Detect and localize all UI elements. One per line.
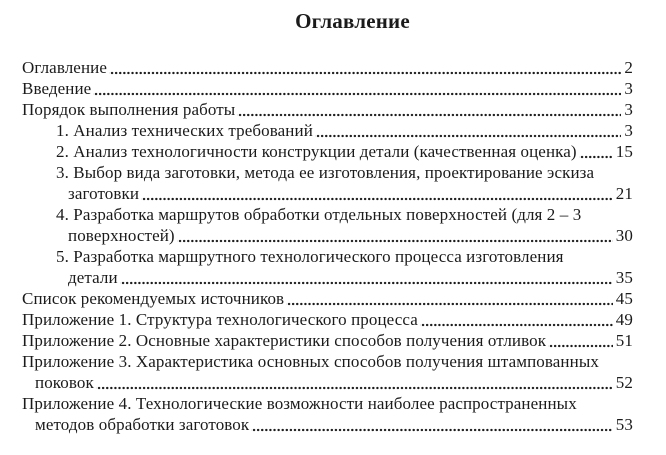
toc-entry-text: Введение: [22, 79, 92, 98]
dot-leader: [548, 330, 613, 351]
toc-entry-line[interactable]: [22, 141, 633, 162]
page-title: Оглавление: [295, 9, 410, 33]
toc-entry-line[interactable]: [22, 183, 633, 204]
dot-leader: [93, 78, 621, 99]
toc-entry-line[interactable]: [22, 393, 633, 414]
dot-leader: [286, 288, 613, 309]
page-number: 49: [615, 310, 633, 329]
page-number: 3: [624, 79, 633, 98]
toc-entry-line[interactable]: [22, 246, 633, 267]
toc-entry-line[interactable]: [22, 78, 633, 99]
dot-leader: [237, 99, 621, 120]
toc-entry-text: Оглавление: [22, 58, 107, 77]
page-number: 2: [624, 58, 633, 77]
toc-entry-text: Приложение 4. Технологические возможности наиболее распространенных: [22, 394, 577, 413]
toc-entry-line[interactable]: [22, 99, 633, 120]
page-number: 3: [624, 100, 633, 119]
toc-entry-text: детали: [68, 268, 118, 287]
dot-leader: [141, 183, 613, 204]
toc-entry-text: 5. Разработка маршрутного технологического процесса изготовления: [56, 247, 564, 266]
toc-entry-text: 2. Анализ технологичности конструкции детали (качественная оценка): [56, 142, 577, 161]
page-number: 45: [615, 289, 633, 308]
toc-entry-line[interactable]: [22, 267, 633, 288]
dot-leader: [120, 267, 613, 288]
toc-entry-text: заготовки: [68, 184, 140, 203]
toc-entry-text: 4. Разработка маршрутов обработки отдельных поверхностей (для 2 – 3: [56, 205, 582, 224]
page-number: 51: [615, 331, 633, 350]
toc-entry-text: 1. Анализ технических требований: [56, 121, 313, 140]
dot-leader: [96, 372, 613, 393]
toc-entry-line[interactable]: [22, 288, 633, 309]
page-number: 15: [615, 142, 633, 161]
dot-leader: [420, 309, 613, 330]
toc-entry-line[interactable]: [22, 120, 633, 141]
toc-entry-line[interactable]: [22, 162, 633, 183]
page-number: 52: [615, 373, 633, 392]
toc-entry-text: Список рекомендуемых источников: [22, 289, 285, 308]
page-number: 3: [624, 121, 633, 140]
toc-entry-text: поверхностей): [68, 226, 175, 245]
dot-leader: [315, 120, 621, 141]
toc-entry-text: Приложение 1. Структура технологического процесса: [22, 310, 418, 329]
toc-entry-line[interactable]: [22, 204, 633, 225]
toc-entry-line[interactable]: [22, 351, 633, 372]
toc-entry-line[interactable]: [22, 225, 633, 246]
dot-leader: [177, 225, 613, 246]
toc-entry-line[interactable]: [22, 330, 633, 351]
page-number: 30: [615, 226, 633, 245]
page-number: 35: [615, 268, 633, 287]
toc-entry-line[interactable]: [22, 372, 633, 393]
toc-entry-line[interactable]: [22, 414, 633, 435]
toc-entry-text: 3. Выбор вида заготовки, метода ее изготовления, проектирование эскиза: [56, 163, 595, 182]
toc-entry-line[interactable]: [22, 309, 633, 330]
toc-entry-text: Порядок выполнения работы: [22, 100, 236, 119]
toc-entry-line[interactable]: [22, 57, 633, 78]
dot-leader: [251, 414, 613, 435]
toc-entry-text: поковок: [35, 373, 94, 392]
dot-leader: [579, 141, 613, 162]
toc-entry-text: Приложение 2. Основные характеристики способов получения отливок: [22, 331, 547, 350]
page-number: 21: [615, 184, 633, 203]
toc-entry-text: Приложение 3. Характеристика основных способов получения штампованных: [22, 352, 599, 371]
toc-list: [22, 57, 633, 435]
toc-entry-text: методов обработки заготовок: [35, 415, 250, 434]
dot-leader: [109, 57, 621, 78]
page-number: 53: [615, 415, 633, 434]
